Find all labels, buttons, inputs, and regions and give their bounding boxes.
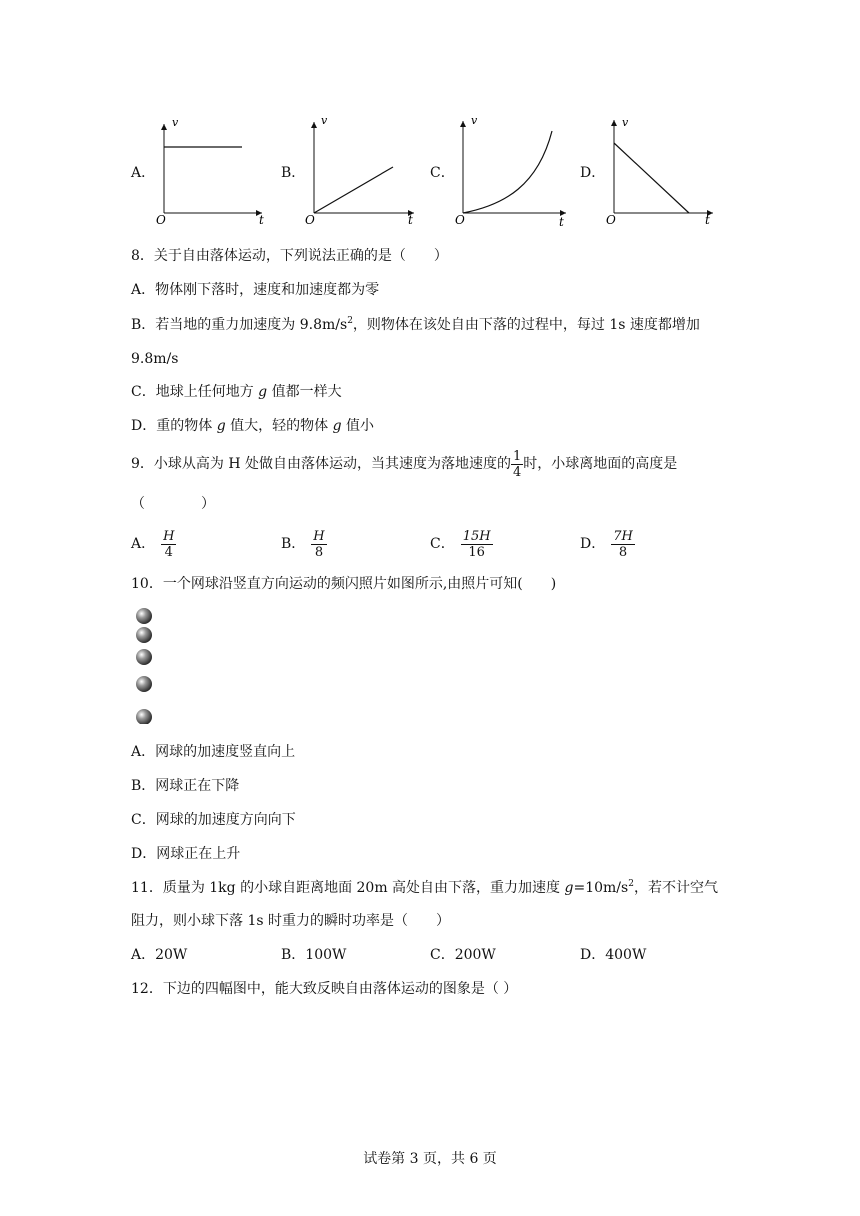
q10-option-c: C．网球的加速度方向向下	[131, 812, 296, 828]
q11-option-d: D．400W	[580, 947, 647, 963]
graph-c-origin: O	[455, 213, 465, 227]
q9-paren: （ ）	[131, 496, 215, 512]
q10-option-d: D．网球正在上升	[131, 846, 241, 862]
graph-c-t-label: t	[559, 215, 564, 229]
graph-c-curve	[463, 131, 552, 213]
graph-a-t-label: t	[259, 213, 264, 227]
graph-b-origin: O	[305, 213, 315, 227]
q8-option-c: C．地球上任何地方 g 值都一样大	[131, 384, 342, 400]
tennis-ball-1	[136, 608, 152, 624]
q11-option-a: A．20W	[131, 947, 188, 963]
q12-stem: 12．下边的四幅图中，能大致反映自由落体运动的图象是（ ）	[131, 981, 518, 997]
q11-stem: 11．质量为 1kg 的小球自距离地面 20m 高处自由下落，重力加速度 $g=10m/s^2$，若不计空气	[131, 879, 718, 896]
graph-d-origin: O	[606, 213, 616, 227]
graph-b-t-label: t	[408, 213, 413, 227]
q11-option-b: B．100W	[281, 947, 347, 963]
q9-option-d: D． $\frac{7H}{8}$	[580, 528, 633, 560]
q10-option-b: B．网球正在下降	[131, 778, 240, 794]
graph-a-label: A．	[131, 165, 156, 181]
graph-d-curve	[614, 143, 689, 213]
graph-d-label: D．	[580, 165, 606, 181]
q8-option-b-cont: 9.8m/s	[131, 351, 179, 367]
tennis-ball-5	[136, 709, 152, 724]
q10-option-a: A．网球的加速度竖直向上	[131, 744, 296, 760]
q8-option-b: B．若当地的重力加速度为 $9.8m/s^2$，则物体在该处自由下落的过程中，每过 1s 速度都增加	[131, 316, 700, 333]
q8-stem: 8．关于自由落体运动，下列说法正确的是（ ）	[131, 248, 448, 264]
q9-option-c: C． $\frac{15H}{16}$	[430, 528, 491, 560]
graph-b-curve	[314, 167, 393, 213]
graph-a-origin: O	[156, 213, 166, 227]
vt-graphs	[0, 0, 860, 240]
graph-d	[606, 116, 713, 227]
page-footer: 试卷第 3 页，共 6 页	[363, 1151, 497, 1167]
q9-stem: 9．小球从高为 H 处做自由落体运动，当其速度为落地速度的 $\frac{1}{4}$ 时，小球离地面的高度是	[131, 448, 678, 480]
graph-b-v-label: v	[321, 114, 328, 127]
tennis-ball-4	[136, 676, 152, 692]
q11-stem-cont: 阻力，则小球下落 1s 时重力的瞬时功率是（ ）	[131, 913, 450, 929]
q8-option-d: D．重的物体 g 值大，轻的物体 g 值小	[131, 418, 374, 434]
graph-a	[156, 116, 264, 227]
q8-option-a: A．物体刚下落时，速度和加速度都为零	[131, 282, 380, 298]
tennis-ball-3	[136, 649, 152, 665]
graph-a-v-label: v	[172, 116, 179, 129]
graph-b-label: B．	[281, 165, 306, 181]
tennis-ball-2	[136, 627, 152, 643]
graph-c	[455, 114, 566, 229]
graph-b	[305, 114, 414, 227]
graph-d-t-label: t	[705, 213, 710, 227]
q9-option-a: A． $\frac{H}{4}$	[131, 528, 175, 560]
q9-stem-fraction: $\frac{1}{4}$	[513, 448, 522, 480]
graph-c-label: C．	[430, 165, 455, 181]
q9-option-b: B． $\frac{H}{8}$	[281, 528, 325, 560]
graph-d-v-label: v	[622, 116, 629, 129]
graph-c-v-label: v	[471, 114, 478, 127]
q10-stem: 10．一个网球沿竖直方向运动的频闪照片如图所示,由照片可知( )	[131, 576, 557, 592]
q11-option-c: C．200W	[430, 947, 496, 963]
strobe-photo	[131, 604, 161, 724]
